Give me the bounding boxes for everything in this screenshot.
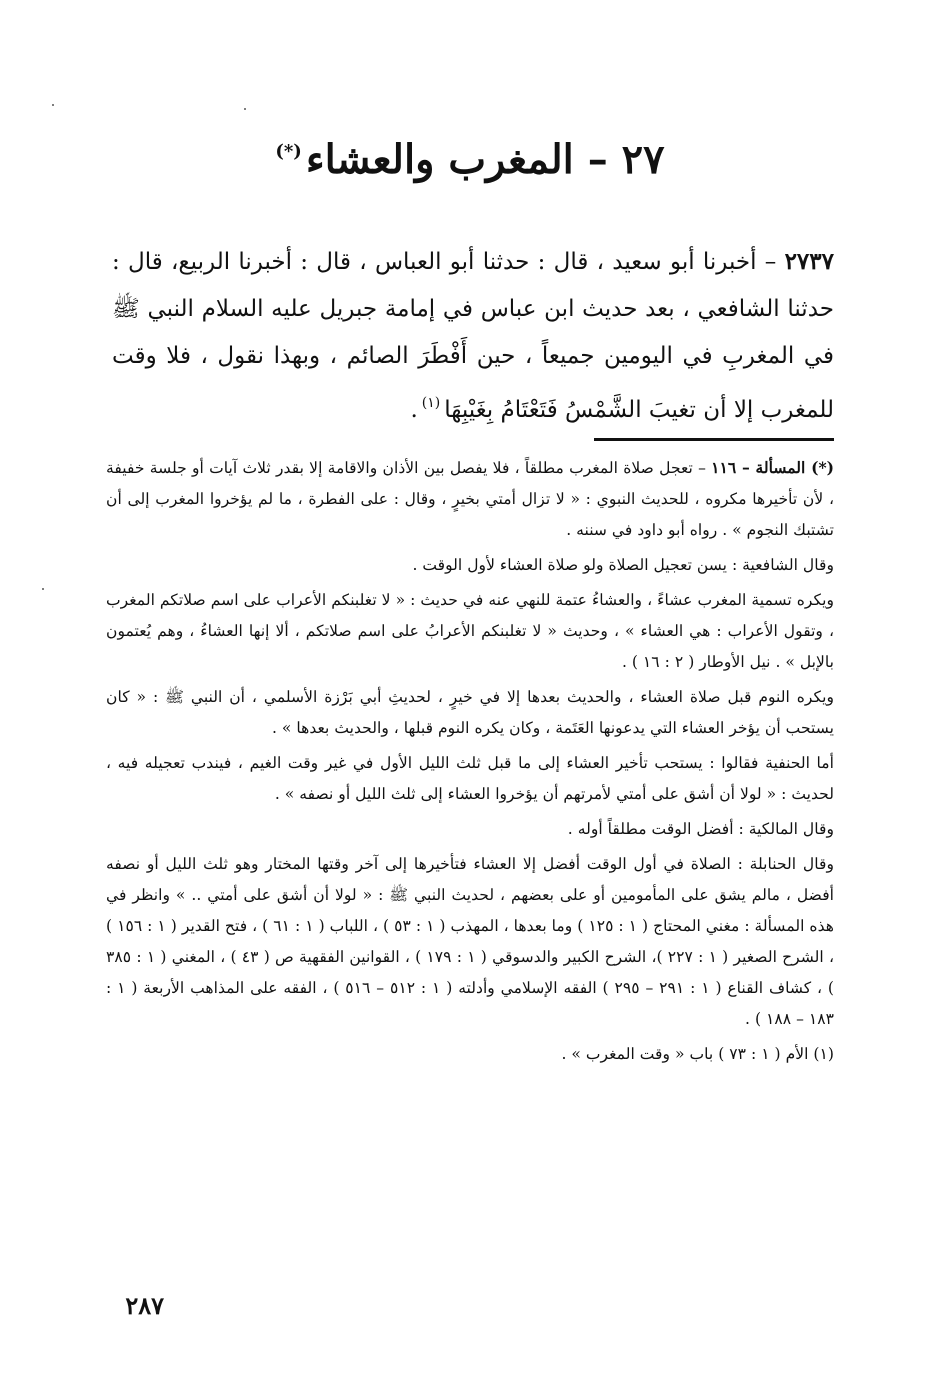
- footnote-separator: [594, 438, 834, 441]
- scan-speck: [52, 104, 54, 106]
- note-paragraph: [106, 748, 834, 810]
- note-text: أما الحنفية فقالوا : يستحب تأخير العشاء إلى ما قبل ثلث الليل الأول في غير وقت الغيم ، فيندب تعجيله فيه ، لحديث : « لولا أن أشق على أمتي لأمرتهم أن يؤخروا العشاء إلى ثلث الليل أو نصفه » .: [106, 754, 834, 803]
- chapter-number: ٢٧: [621, 136, 665, 183]
- chapter-heading: [120, 120, 820, 192]
- hadith-end: .: [410, 397, 418, 423]
- scan-speck: [244, 108, 246, 110]
- note-paragraph: [106, 814, 834, 845]
- page-number: ٢٨٧: [125, 1291, 164, 1320]
- footnotes-section: [106, 452, 834, 1074]
- hadith-text: – أخبرنا أبو سعيد ، قال : حدثنا أبو العباس ، قال : أخبرنا الربيع، قال : حدثنا الشافعي ، بعد حديث ابن عباس في إمامة جبريل عليه السلام النبي ﷺ في المغربِ في اليومين جميعاً ، حين أَفْطَرَ الصائم ، وبهذا نقول ، فلا وقت للمغرب إلا أن تغيبَ الشَّمْسُ فَتَعْتَامُ بِغَيْبِهَا: [112, 249, 834, 423]
- hadith-number: ٢٧٣٧: [784, 248, 834, 275]
- chapter-note-marker: (*): [275, 141, 302, 162]
- hadith-paragraph: [112, 238, 834, 434]
- note-text: وقال الشافعية : يسن تعجيل الصلاة ولو صلاة العشاء لأول الوقت .: [412, 556, 834, 574]
- note-text: وقال الحنابلة : الصلاة في أول الوقت أفضل إلا العشاء فتأخيرها إلى آخر وقتها المختار وهو ثلث الليل أو نصفه أفضل ، مالم يشق على المأمومين أو على بعضهم ، لحديث النبي ﷺ : « لولا أن أشق على أمتي .. » وانظر في هذه المسألة : مغني المحتاج ( ١ : ١٢٥ ) وما بعدها ، المهذب ( ١ : ٥٣ ) ، اللباب ( ١ : ٦١ ) ، فتح القدير ( ١ : ١٥٦ ) ، الشرح الصغير ( ١ : ٢٢٧ )، الشرح الكبير والدسوقي ( ١ : ١٧٩ ) ، القوانين الفقهية ص ( ٤٣ ) ، المغني ( ١ : ٣٨٥ ) ، كشاف القناع ( ١ : ٢٩١ – ٢٩٥ ) الفقه الإسلامي وأدلته ( ١ : ٥١٢ – ٥١٦ ) ، الفقه على المذاهب الأربعة ( ١ : ١٨٣ – ١٨٨ ) .: [106, 855, 835, 1028]
- note-paragraph: [106, 585, 834, 678]
- note-paragraph: [106, 452, 834, 546]
- footnote-1: [106, 1039, 834, 1070]
- note-paragraph: [106, 550, 834, 581]
- chapter-title: المغرب والعشاء: [305, 136, 574, 183]
- note-text: ويكره النوم قبل صلاة العشاء ، والحديث بعدها إلا في خيرٍ ، لحديثِ أبي بَرْزة الأسلمي ، أن النبي ﷺ : « كان يستحب أن يؤخر العشاء التي يدعونها العَتَمة ، وكان يكره النوم قبلها ، والحديث بعدها » .: [106, 688, 834, 737]
- note-text: – تعجل صلاة المغرب مطلقاً ، فلا يفصل بين الأذان والاقامة إلا بقدر ثلاث آيات أو جلسة خفيفة ، لأن تأخيرها مكروه ، للحديث النبوي : « لا تزال أمتي بخيرٍ ، وقال : على الفطرة ، ما لم يؤخروا المغرب إلى أن تشتبك النجوم » . رواه أبو داود في سننه .: [106, 459, 834, 539]
- note-lead: (*) المسألة – ١١٦: [711, 458, 834, 477]
- chapter-dash: –: [587, 136, 608, 183]
- note-paragraph: [106, 849, 834, 1035]
- note-text: وقال المالكية : أفضل الوقت مطلقاً أوله .: [567, 820, 834, 838]
- footnote-text: (١) الأم ( ١ : ٧٣ ) باب « وقت المغرب » .: [561, 1045, 834, 1063]
- scan-speck: [42, 588, 44, 590]
- hadith-footnote-ref: (١): [421, 395, 441, 411]
- note-paragraph: [106, 682, 834, 744]
- note-text: ويكره تسمية المغرب عشاءً ، والعشاءُ عتمة للنهي عنه في حديث : « لا تغلبنكم الأعراب على اسم صلاتكم المغرب ، وتقول الأعراب : هي العشاء » ، وحديث « لا تغلبنكم الأعرابُ على اسم صلاتكم ، ألا إنها العشاءُ ، وهم يُعتمون بالإبل » . نيل الأوطار ( ٢ : ١٦ ) .: [106, 591, 834, 671]
